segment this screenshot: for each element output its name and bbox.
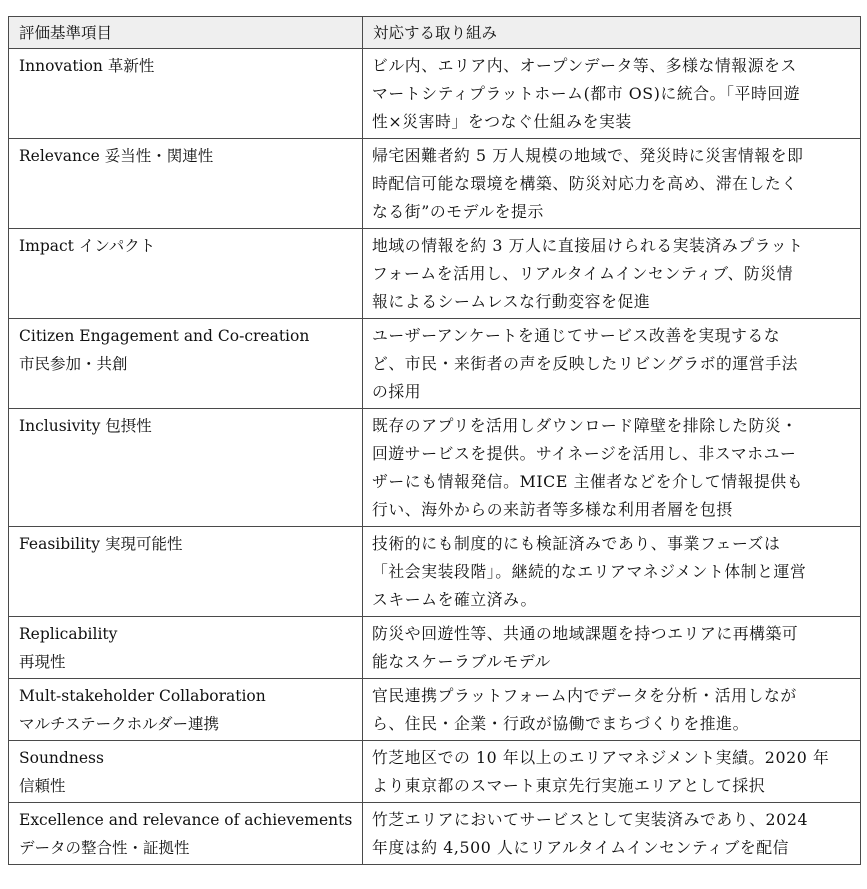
action-line: 技術的にも制度的にも検証済みであり、事業フェーズは <box>372 534 781 553</box>
action-line: ビル内、エリア内、オープンデータ等、多様な情報源をス <box>372 56 797 75</box>
action-cell <box>363 139 861 229</box>
action-line: 時配信可能な環境を構築、防災対応力を高め、滞在したく <box>372 174 798 193</box>
action-cell <box>363 229 861 319</box>
criterion-cell <box>9 617 363 679</box>
criterion-cell <box>9 741 363 803</box>
header-criterion: 評価基準項目 <box>9 17 363 49</box>
action-line: ら、住民・企業・行政が協働でまちづくりを推進。 <box>372 714 749 733</box>
criterion-cell <box>9 229 363 319</box>
action-cell <box>363 527 861 617</box>
action-line: 帰宅困難者約 5 万人規模の地域で、発災時に災害情報を即 <box>372 146 804 165</box>
action-line: 竹芝エリアにおいてサービスとして実装済みであり、2024 <box>372 810 809 829</box>
criterion-line: 信頼性 <box>19 777 66 795</box>
action-line: 性×災害時」をつなぐ仕組みを実装 <box>372 112 632 131</box>
criterion-cell <box>9 139 363 229</box>
action-line: なる街”のモデルを提示 <box>372 202 544 221</box>
action-line: 官民連携プラットフォーム内でデータを分析・活用しなが <box>372 686 797 705</box>
criterion-cell <box>9 527 363 617</box>
table-row <box>9 49 861 139</box>
table-row <box>9 679 861 741</box>
action-line: 年度は約 4,500 人にリアルタイムインセンティブを配信 <box>372 838 790 857</box>
action-line: 防災や回遊性等、共通の地域課題を持つエリアに再構築可 <box>372 624 799 643</box>
action-line: マートシティプラットホーム(都市 OS)に統合。「平時回遊 <box>372 84 801 103</box>
action-line: ユーザーアンケートを通じてサービス改善を実現するな <box>372 326 781 345</box>
action-line: より東京都のスマート東京先行実施エリアとして採択 <box>372 776 766 795</box>
action-cell <box>363 803 861 865</box>
table-row <box>9 617 861 679</box>
action-line: 「社会実装段階」。継続的なエリアマネジメント体制と運営 <box>372 562 807 581</box>
criterion-line: 再現性 <box>19 653 66 671</box>
action-line: の採用 <box>372 382 422 401</box>
action-cell <box>363 741 861 803</box>
action-line: 竹芝地区での 10 年以上のエリアマネジメント実績。2020 年 <box>372 748 830 767</box>
action-cell <box>363 617 861 679</box>
criterion-line: Soundness <box>19 749 104 767</box>
table-row <box>9 741 861 803</box>
criterion-cell <box>9 49 363 139</box>
criterion-line: Relevance 妥当性・関連性 <box>19 147 214 165</box>
criterion-line: Excellence and relevance of achievements <box>19 811 353 829</box>
action-line: 報によるシームレスな行動変容を促進 <box>372 292 651 311</box>
criterion-cell <box>9 679 363 741</box>
action-line: 能なスケーラブルモデル <box>372 652 551 671</box>
criterion-cell <box>9 409 363 527</box>
action-cell <box>363 409 861 527</box>
action-line: 地域の情報を約 3 万人に直接届けられる実装済みプラット <box>372 236 804 255</box>
action-line: 既存のアプリを活用しダウンロード障壁を排除した防災・ <box>372 416 798 435</box>
table-row <box>9 527 861 617</box>
header-action: 対応する取り組み <box>363 17 861 49</box>
table-row <box>9 319 861 409</box>
criterion-line: Feasibility 実現可能性 <box>19 535 183 553</box>
table-row <box>9 803 861 865</box>
table-row <box>9 139 861 229</box>
action-line: スキームを確立済み。 <box>372 590 537 609</box>
table-header-row <box>9 17 861 49</box>
criterion-cell <box>9 319 363 409</box>
action-cell <box>363 319 861 409</box>
table-row <box>9 229 861 319</box>
criterion-line: データの整合性・証拠性 <box>19 839 190 857</box>
evaluation-criteria-table <box>8 16 861 865</box>
action-line: フォームを活用し、リアルタイムインセンティブ、防災情 <box>372 264 794 283</box>
criterion-line: Replicability <box>19 625 118 643</box>
criterion-line: Mult-stakeholder Collaboration <box>19 687 266 705</box>
criterion-line: Innovation 革新性 <box>19 57 155 75</box>
action-cell <box>363 49 861 139</box>
action-line: 行い、海外からの来訪者等多様な利用者層を包摂 <box>372 500 733 519</box>
action-line: ど、市民・来街者の声を反映したリビングラボ的運営手法 <box>372 354 799 373</box>
criterion-line: マルチステークホルダー連携 <box>19 715 219 733</box>
criterion-line: 市民参加・共創 <box>19 355 128 373</box>
action-line: ザーにも情報発信。MICE 主催者などを介して情報提供も <box>372 472 804 491</box>
criterion-line: Citizen Engagement and Co-creation <box>19 327 310 345</box>
criterion-line: Inclusivity 包摂性 <box>19 417 152 435</box>
criterion-line: Impact インパクト <box>19 237 156 255</box>
table-row <box>9 409 861 527</box>
criterion-cell <box>9 803 363 865</box>
action-cell <box>363 679 861 741</box>
action-line: 回遊サービスを提供。サイネージを活用し、非スマホユー <box>372 444 797 463</box>
